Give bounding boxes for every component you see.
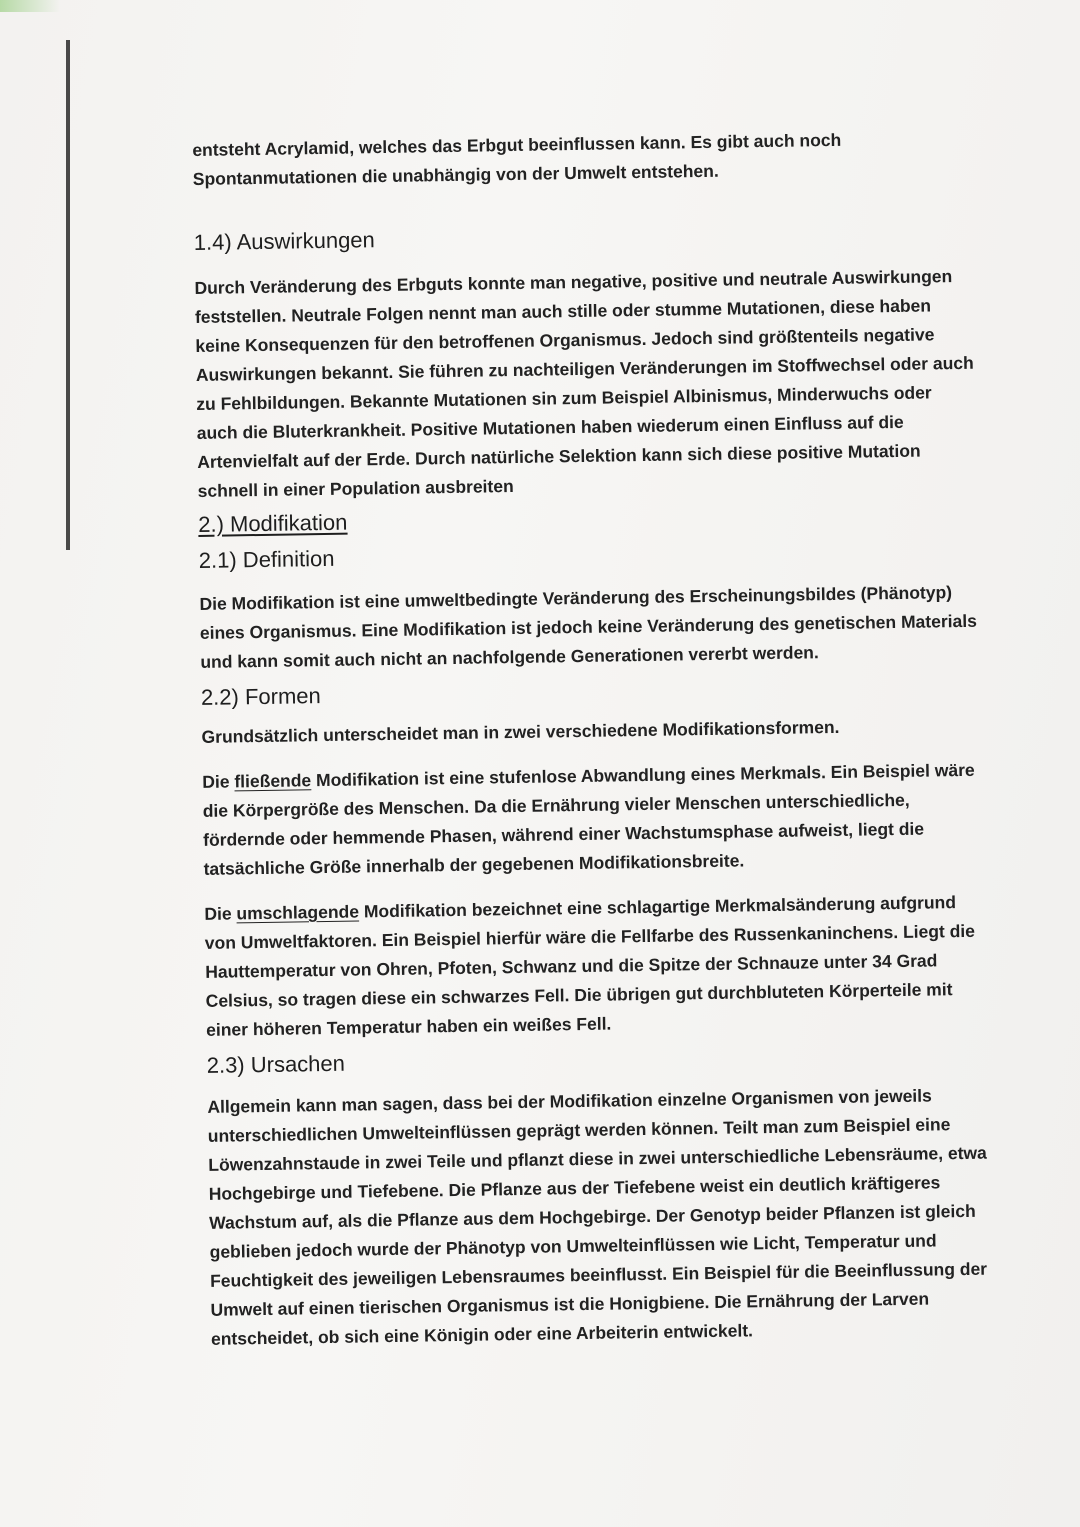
heading-ursachen: 2.3) Ursachen bbox=[206, 1050, 346, 1078]
heading-formen: 2.2) Formen bbox=[200, 683, 321, 710]
corner-mark bbox=[0, 0, 60, 12]
umschlagend-paragraph bbox=[204, 888, 986, 1045]
umschlagend-text: Modifikation bezeichnet eine schlagartige Merkmalsänderung aufgrund von Umweltfaktoren. Ein Beispiel hierfür wäre die Fellfarbe des Russenkaninchens. Liegt die Hauttemperatur von Ohren, Pfoten, Schwanz und die Spitze der Schnauze unter 34 Grad Celsius, so tragen diese ein schwarzes Fell. Die übrigen gut durchbluteten Körperteile mit einer höheren Temperatur haben ein weißes Fell. bbox=[204, 892, 976, 1040]
auswirkungen-paragraph: Durch Veränderung des Erbguts konnte man negative, positive und neutrale Auswirkungen feststellen. Neutrale Folgen nennt man auch stille oder stumme Mutationen, diese haben keine Konsequenzen für den betroffenen Organismus. Jedoch sind größtenteils negative Auswirkungen bekannt. Sie führen zu nachteiligen Veränderungen im Stoffwechsel oder auch zu Fehlbildungen. Bekannte Mutationen sin zum Beispiel Albinismus, Minderwuchs oder auch die Bluterkrankheit. Positive Mutationen haben wiederum einen Einfluss auf die Artenvielfalt auf der Erde. Durch natürliche Selektion kann sich diese positive Mutation schnell in einer Population ausbreiten bbox=[194, 266, 974, 501]
fliessend-text: Modifikation ist eine stufenlose Abwandlung eines Merkmals. Ein Beispiel wäre die Körpergröße des Menschen. Da die Ernährung vieler Menschen unterschiedliche, fördernde oder hemmende Phasen, während einer Wachstumsphase aufweist, liegt die tatsächliche Größe innerhalb der gegebenen Modifikationsbreite. bbox=[202, 759, 975, 879]
ursachen-paragraph: Allgemein kann man sagen, dass bei der Modifikation einzelne Organismen von jeweils unterschiedlichen Umwelteinflüssen geprägt werden können. Teilt man zum Beispiel eine Löwenzahnstaude in zwei Teile und pflanzt diese in zwei unterschiedliche Lebensräume, etwa Hochgebirge und Tiefebene. Die Pflanze aus der Tiefebene weist ein deutlich kräftigeres Wachstum auf, als die Pflanze aus dem Hochgebirge. Der Genotyp beider Pflanzen ist gleich geblieben jedoch wurde der Phänotyp von Umwelteinflüssen wie Licht, Temperatur und Feuchtigkeit des jeweiligen Lebensraumes beeinflusst. Ein Beispiel für die Beeinflussung der Umwelt auf einen tierischen Organismus ist die Honigbiene. Die Ernährung der Larven entscheidet, ob sich eine Königin oder eine Arbeiterin entwickelt. bbox=[207, 1085, 988, 1349]
definition-paragraph: Die Modifikation ist eine umweltbedingte Veränderung des Erscheinungsbildes (Phänotyp) eines Organismus. Eine Modifikation ist jedoch keine Veränderung des genetischen Materials und kann somit auch nicht an nachfolgende Generationen vererbt werden. bbox=[199, 582, 978, 672]
umschlagend-term: umschlagende bbox=[236, 901, 360, 924]
fliessend-term: fließende bbox=[234, 770, 312, 792]
fliessend-prefix: Die bbox=[202, 771, 235, 792]
formen-intro-paragraph: Grundsätzlich unterscheidet man in zwei verschiedene Modifikationsformen. bbox=[201, 716, 840, 747]
heading-definition: 2.1) Definition bbox=[198, 545, 335, 573]
document-content bbox=[192, 116, 991, 1354]
heading-auswirkungen: 1.4) Auswirkungen bbox=[193, 227, 375, 255]
fliessend-paragraph bbox=[202, 756, 984, 884]
umschlagend-prefix: Die bbox=[204, 903, 237, 924]
heading-modifikation: 2.) Modifikation bbox=[198, 509, 348, 537]
intro-paragraph: entsteht Acrylamid, welches das Erbgut beeinflussen kann. Es gibt auch noch Spontanmutationen die unabhängig von der Umwelt entstehen. bbox=[192, 129, 842, 189]
binder-edge bbox=[66, 40, 70, 550]
